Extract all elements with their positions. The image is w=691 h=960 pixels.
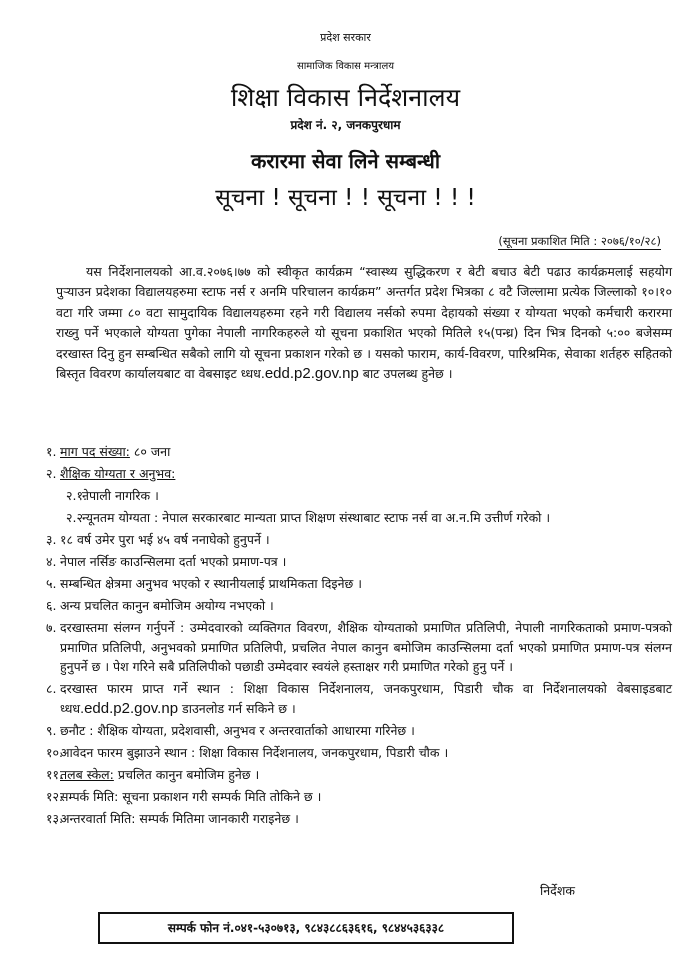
list-item-number: २.१. bbox=[66, 488, 87, 503]
list-item-body bbox=[60, 765, 672, 785]
list-item-text: छनौट : शैक्षिक योग्यता, प्रदेशवासी, अनुभव र अन्तरवार्ताको आधारमा गरिनेछ । bbox=[60, 722, 415, 738]
list-item-number: १०. bbox=[46, 744, 63, 760]
list-item-number: ३. bbox=[46, 532, 57, 547]
government-label: प्रदेश सरकार bbox=[320, 31, 371, 44]
list-item-body bbox=[60, 552, 672, 572]
list-item-body bbox=[60, 574, 672, 594]
list-item-number: ७. bbox=[46, 620, 57, 635]
list-item bbox=[46, 618, 672, 677]
list-item-text: ८० जना bbox=[129, 444, 171, 459]
notice-heading: सूचना ! सूचना ! ! सूचना ! ! ! bbox=[215, 185, 476, 211]
list-item-text: दरखास्तमा संलग्न गर्नुपर्ने : उम्मेदवारको व्यक्तिगत विवरण, शैक्षिक योग्यताको प्रमाणित प्रतिलिपी, नेपाली नागरिकताको प्रमाण-पत्रको प्रमाणित प्रतिलिपी, अनुभवको प्रमाणित प्रतिलिपी, प्रचलित नेपाल कानुन बमोजिम काउन्सिलमा दर्ता भएको प्रमाणित प्रमाण-पत्र संलग्न हुनुपर्ने छ । पेश गरिने सबै प्रतिलिपीको पछाडी उम्मेदवार स्वयंले हस्ताक्षर गरी प्रमाणित गरेको हुनु पर्ने । bbox=[60, 620, 672, 674]
list-item-body bbox=[60, 743, 672, 763]
list-item-body bbox=[82, 508, 672, 528]
list-item-text: सम्बन्धित क्षेत्रमा अनुभव भएको र स्थानीयलाई प्राथमिकता दिइनेछ । bbox=[60, 576, 362, 591]
list-item-number: ११. bbox=[46, 766, 63, 782]
list-item-number: १३. bbox=[46, 810, 63, 826]
list-item-number: २.२ bbox=[66, 510, 83, 525]
list-item-body bbox=[60, 809, 672, 829]
list-item-number: ६. bbox=[46, 598, 57, 613]
list-item-text: अन्तरवार्ता मिति: सम्पर्क मितिमा जानकारी गराइनेछ । bbox=[60, 810, 299, 826]
list-item-text: दरखास्त फारम प्राप्त गर्ने स्थान : शिक्षा विकास निर्देशनालय, जनकपुरधाम, पिडारी चौक वा निर्देशनालयको वेबसाइडबाट ध्धध. bbox=[60, 681, 672, 716]
list-item-number: ९. bbox=[46, 722, 57, 738]
intro-text-end: बाट उपलब्ध हुनेछ । bbox=[358, 366, 453, 382]
website-link[interactable]: edd.p2.gov.np bbox=[264, 365, 359, 383]
list-item-text: न्यूनतम योग्यता : नेपाल सरकारबाट मान्यता प्राप्त शिक्षण संस्थाबाट स्टाफ नर्स वा अ.न.मि उत्तीर्ण गरेको । bbox=[82, 510, 551, 525]
list-item-number: २. bbox=[46, 466, 57, 481]
list-item-text: प्रचलित कानुन बमोजिम हुनेछ । bbox=[113, 766, 260, 782]
intro-url-prefix: ध्धध. bbox=[240, 366, 265, 382]
list-item bbox=[46, 809, 672, 829]
list-item bbox=[46, 679, 672, 718]
list-item-body bbox=[60, 530, 672, 550]
list-item bbox=[46, 442, 672, 462]
list-item bbox=[46, 464, 672, 484]
list-item bbox=[46, 530, 672, 550]
list-item-body bbox=[60, 721, 672, 741]
list-item bbox=[46, 574, 672, 594]
list-item-text: सम्पर्क मिति: सूचना प्रकाशन गरी सम्पर्क मिति तोकिने छ । bbox=[60, 788, 322, 804]
intro-paragraph bbox=[56, 262, 672, 384]
publish-date: (सूचना प्रकाशित मिति : २०७६/१०/२८) bbox=[498, 234, 661, 248]
list-item bbox=[46, 486, 672, 506]
list-item-text-end: डाउनलोड गर्न सकिने छ । bbox=[178, 700, 296, 716]
list-item-number: ४. bbox=[46, 554, 57, 569]
list-item-text: नेपाली नागरिक । bbox=[82, 488, 159, 503]
requirements-list bbox=[46, 442, 672, 831]
intro-text: यस निर्देशनालयको आ.व.२०७६।७७ को स्वीकृत कार्यक्रम “स्वास्थ्य सुद्धिकरण र बेटी बचाउ बेटी पढाउ कार्यक्रमलाई सहयोग पुऱ्याउन प्रदेशका विद्यालयहरुमा स्टाफ नर्स र अनमि परिचालन कार्यक्रम” अन्तर्गत प्रदेश भित्रका ८ वटै जिल्लामा प्रत्येक जिल्लाको १०।१० वटा गरि जम्मा ८० वटा सामुदायिक विद्यालयहरुमा रहने गरी विद्यालय नर्सको रुपमा देहायको संख्या र योग्यता भएको कर्मचारी करारमा राख्नु पर्ने भएकाले योग्यता पुगेका नेपाली नागरिकहरुले यो सूचना प्रकाशित भएको मितिले १५(पन्ध्र) दिन भित्र दिनको ५:०० बजेसम्म दरखास्त दिनु हुन सम्बन्धित सबैको लागि यो सूचना प्रकाशन गरेको छ । यसको फाराम, कार्य-विवरण, पारिश्रमिक, सेवाका शर्तहरु सहितको बिस्तृत विवरण कार्यालयबाट वा वेबसाइट bbox=[56, 264, 672, 382]
list-item bbox=[46, 721, 672, 741]
list-item-body bbox=[60, 464, 672, 484]
directorate-title: शिक्षा विकास निर्देशनालय bbox=[230, 83, 461, 112]
list-item-body bbox=[60, 618, 672, 677]
contact-box: सम्पर्क फोन नं.०४१-५३०७१३, ९८४३८८६३६१६, ९८४४५३६३३८ bbox=[98, 912, 514, 944]
list-item-body bbox=[60, 679, 672, 718]
list-item-body bbox=[60, 787, 672, 807]
list-item bbox=[46, 552, 672, 572]
website-link[interactable]: edd.p2.gov.np bbox=[84, 699, 179, 717]
list-item-text: अन्य प्रचलित कानुन बमोजिम अयोग्य नभएको । bbox=[60, 598, 274, 613]
list-item-label: माग पद संख्या: bbox=[60, 444, 130, 459]
ministry-label: सामाजिक विकास मन्त्रालय bbox=[296, 61, 395, 72]
list-item-number: ५. bbox=[46, 576, 57, 591]
signatory: निर्देशक bbox=[540, 883, 575, 898]
list-item bbox=[46, 765, 672, 785]
list-item bbox=[46, 596, 672, 616]
list-item-number: ८. bbox=[46, 681, 57, 696]
list-item-text: १८ वर्ष उमेर पुरा भई ४५ वर्ष ननाघेको हुनुपर्ने । bbox=[60, 532, 270, 547]
list-item-text: नेपाल नर्सिङ काउन्सिलमा दर्ता भएको प्रमाण-पत्र । bbox=[60, 554, 287, 569]
subject-heading: करारमा सेवा लिने सम्बन्धी bbox=[250, 149, 441, 173]
list-item bbox=[46, 787, 672, 807]
list-item-body bbox=[82, 486, 672, 506]
list-item-text: आवेदन फारम बुझाउने स्थान : शिक्षा विकास निर्देशनालय, जनकपुरधाम, पिडारी चौक । bbox=[60, 744, 449, 760]
list-item bbox=[46, 743, 672, 763]
location-label: प्रदेश नं. २, जनकपुरधाम bbox=[290, 118, 401, 132]
list-item-body bbox=[60, 596, 672, 616]
list-item-number: १. bbox=[46, 444, 57, 459]
list-item-label: शैक्षिक योग्यता र अनुभव: bbox=[60, 466, 176, 481]
list-item-number: १२. bbox=[46, 788, 63, 804]
list-item bbox=[46, 508, 672, 528]
list-item-body bbox=[60, 442, 672, 462]
list-item-label: तलब स्केल: bbox=[60, 766, 114, 782]
